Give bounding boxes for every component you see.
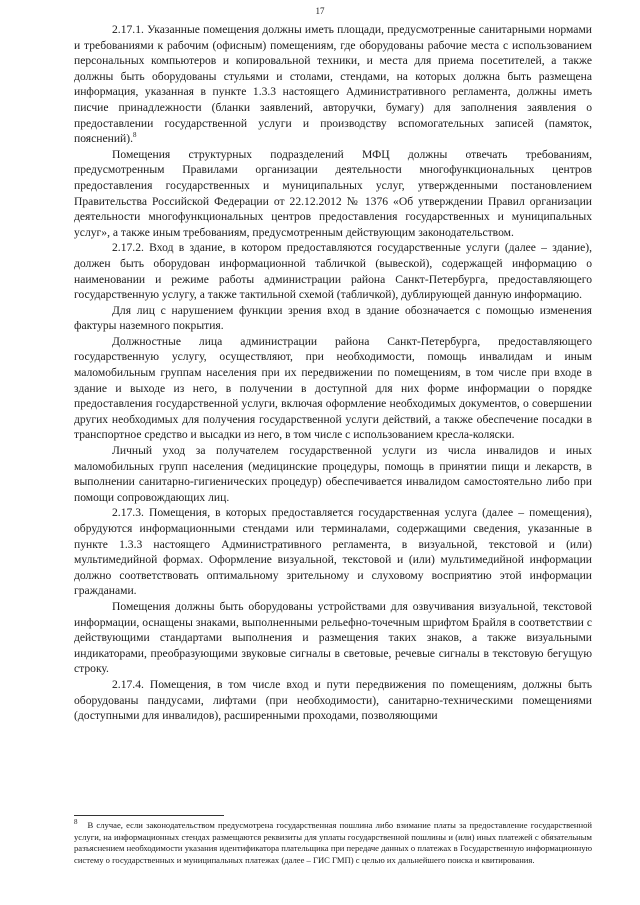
paragraph-officials-assistance: Должностные лица администрации района Санкт-Петербурга, предоставляющего государственную услугу, осуществляют, при необходимости, помощь инвалидам и иным маломобильным группам населения при их передвижении по помещениям, в том числе при входе в здание и выходе из него, в получении в доступной для них форме информации о порядке предоставления государственной услуги, включая оформление необходимых документов, о совершении других необходимых для получения государственной услуги действий, а также обеспечение посадки в транспортное средство и высадки из него, в том числе с использованием кресла-коляски.	[74, 334, 592, 442]
paragraph-2-17-4: 2.17.4. Помещения, в том числе вход и пути передвижения по помещениям, должны быть оборудованы пандусами, лифтами (при необходимости), санитарно-техническими помещениями (доступными для инвалидов), расширенными проходами, позволяющими	[74, 677, 592, 723]
paragraph-vision-impaired: Для лиц с нарушением функции зрения вход в здание обозначается с помощью изменения фактуры наземного покрытия.	[74, 303, 592, 333]
paragraph-2-17-2: 2.17.2. Вход в здание, в котором предоставляются государственные услуги (далее – здание), должен быть оборудован информационной табличкой (вывеской), содержащей информацию о наименовании и режиме работы администрации района Санкт-Петербурга, предоставляющего государственную услугу, а также тактильной схемой (табличкой), дублирующей данную информацию.	[74, 241, 592, 302]
paragraph-2-17-3: 2.17.3. Помещения, в которых предоставляется государственная услуга (далее – помещения), обрудуются информационными стендами или терминалами, содержащими сведения, указанные в пункте 1.3.3 настоящего Административного регламента, в визуальной, текстовой и (или) мультимедийной формах. Оформление визуальной, текстовой и (или) мультимедийной информации должно соответствовать оптимальному зрительному и слуховому восприятию этой информации гражданами.	[74, 506, 592, 598]
paragraph-2-17-1	[74, 22, 592, 147]
page-number: 17	[315, 6, 325, 16]
paragraph-braille-devices: Помещения должны быть оборудованы устройствами для озвучивания визуальной, текстовой информации, оснащены знаками, выполненными рельефно-точечным шрифтом Брайля в соответствии с действующими стандартами выполнения и размещения таких знаков, а также визуальными индикаторами, преобразующими звуковые сигналы в световые, речевые сигналы в текстовую бегущую строку.	[74, 599, 592, 676]
footnote	[74, 820, 592, 866]
footnote-text: В случае, если законодательством предусмотрена государственная пошлина либо взимание платы за предоставление государственной услуги, на информационных стендах размещаются реквизиты для уплаты государственной пошлины и (или) иных платежей с обязательным разъяснением необходимости указания идентификатора плательщика при передаче данных о платежах в Государственную информационную систему о государственных и муниципальных платежах (далее – ГИС ГМП) с целью их дальнейшего поиска и квитирования.	[74, 820, 592, 865]
paragraph-text: 2.17.1. Указанные помещения должны иметь площади, предусмотренные санитарными нормами и требованиями к рабочим (офисным) помещениям, где оборудованы рабочие места с использованием персональных компьютеров и копировальной техники, и места для приема посетителей, а также должны быть оборудованы стульями и столами, стендами, на которых должна быть размещена информация, указанная в пункте 1.3.3 настоящего Административного регламента, должны иметь писчие принадлежности (бланки заявлений, авторучки, бумагу) для заполнения заявления о предоставлении государственной услуги и производству вспомогательных записей (памяток, пояснений).	[74, 23, 592, 146]
paragraph-mfc-requirements: Помещения структурных подразделений МФЦ должны отвечать требованиям, предусмотренным Правилами организации деятельности многофункциональных центров предоставления государственных и муниципальных услуг, утвержденными постановлением Правительства Российской Федерации от 22.12.2012 № 1376 «Об утверждении Правил организации деятельности многофункциональных центров предоставления государственных и муниципальных услуг», а также иным требованиям, предусмотренным действующим законодательством.	[74, 147, 592, 239]
footnote-mark: 8	[74, 818, 78, 827]
footnote-separator	[74, 815, 224, 816]
body-text	[74, 22, 592, 724]
footnote-reference: 8	[132, 131, 137, 140]
paragraph-personal-care: Личный уход за получателем государственной услуги из числа инвалидов и иных маломобильных групп населения (медицинские процедуры, помощь в принятии пищи и лекарств, в выполнении санитарно-гигиенических процедур) обеспечивается инвалидом самостоятельно либо при помощи сопровождающих лиц.	[74, 444, 592, 504]
